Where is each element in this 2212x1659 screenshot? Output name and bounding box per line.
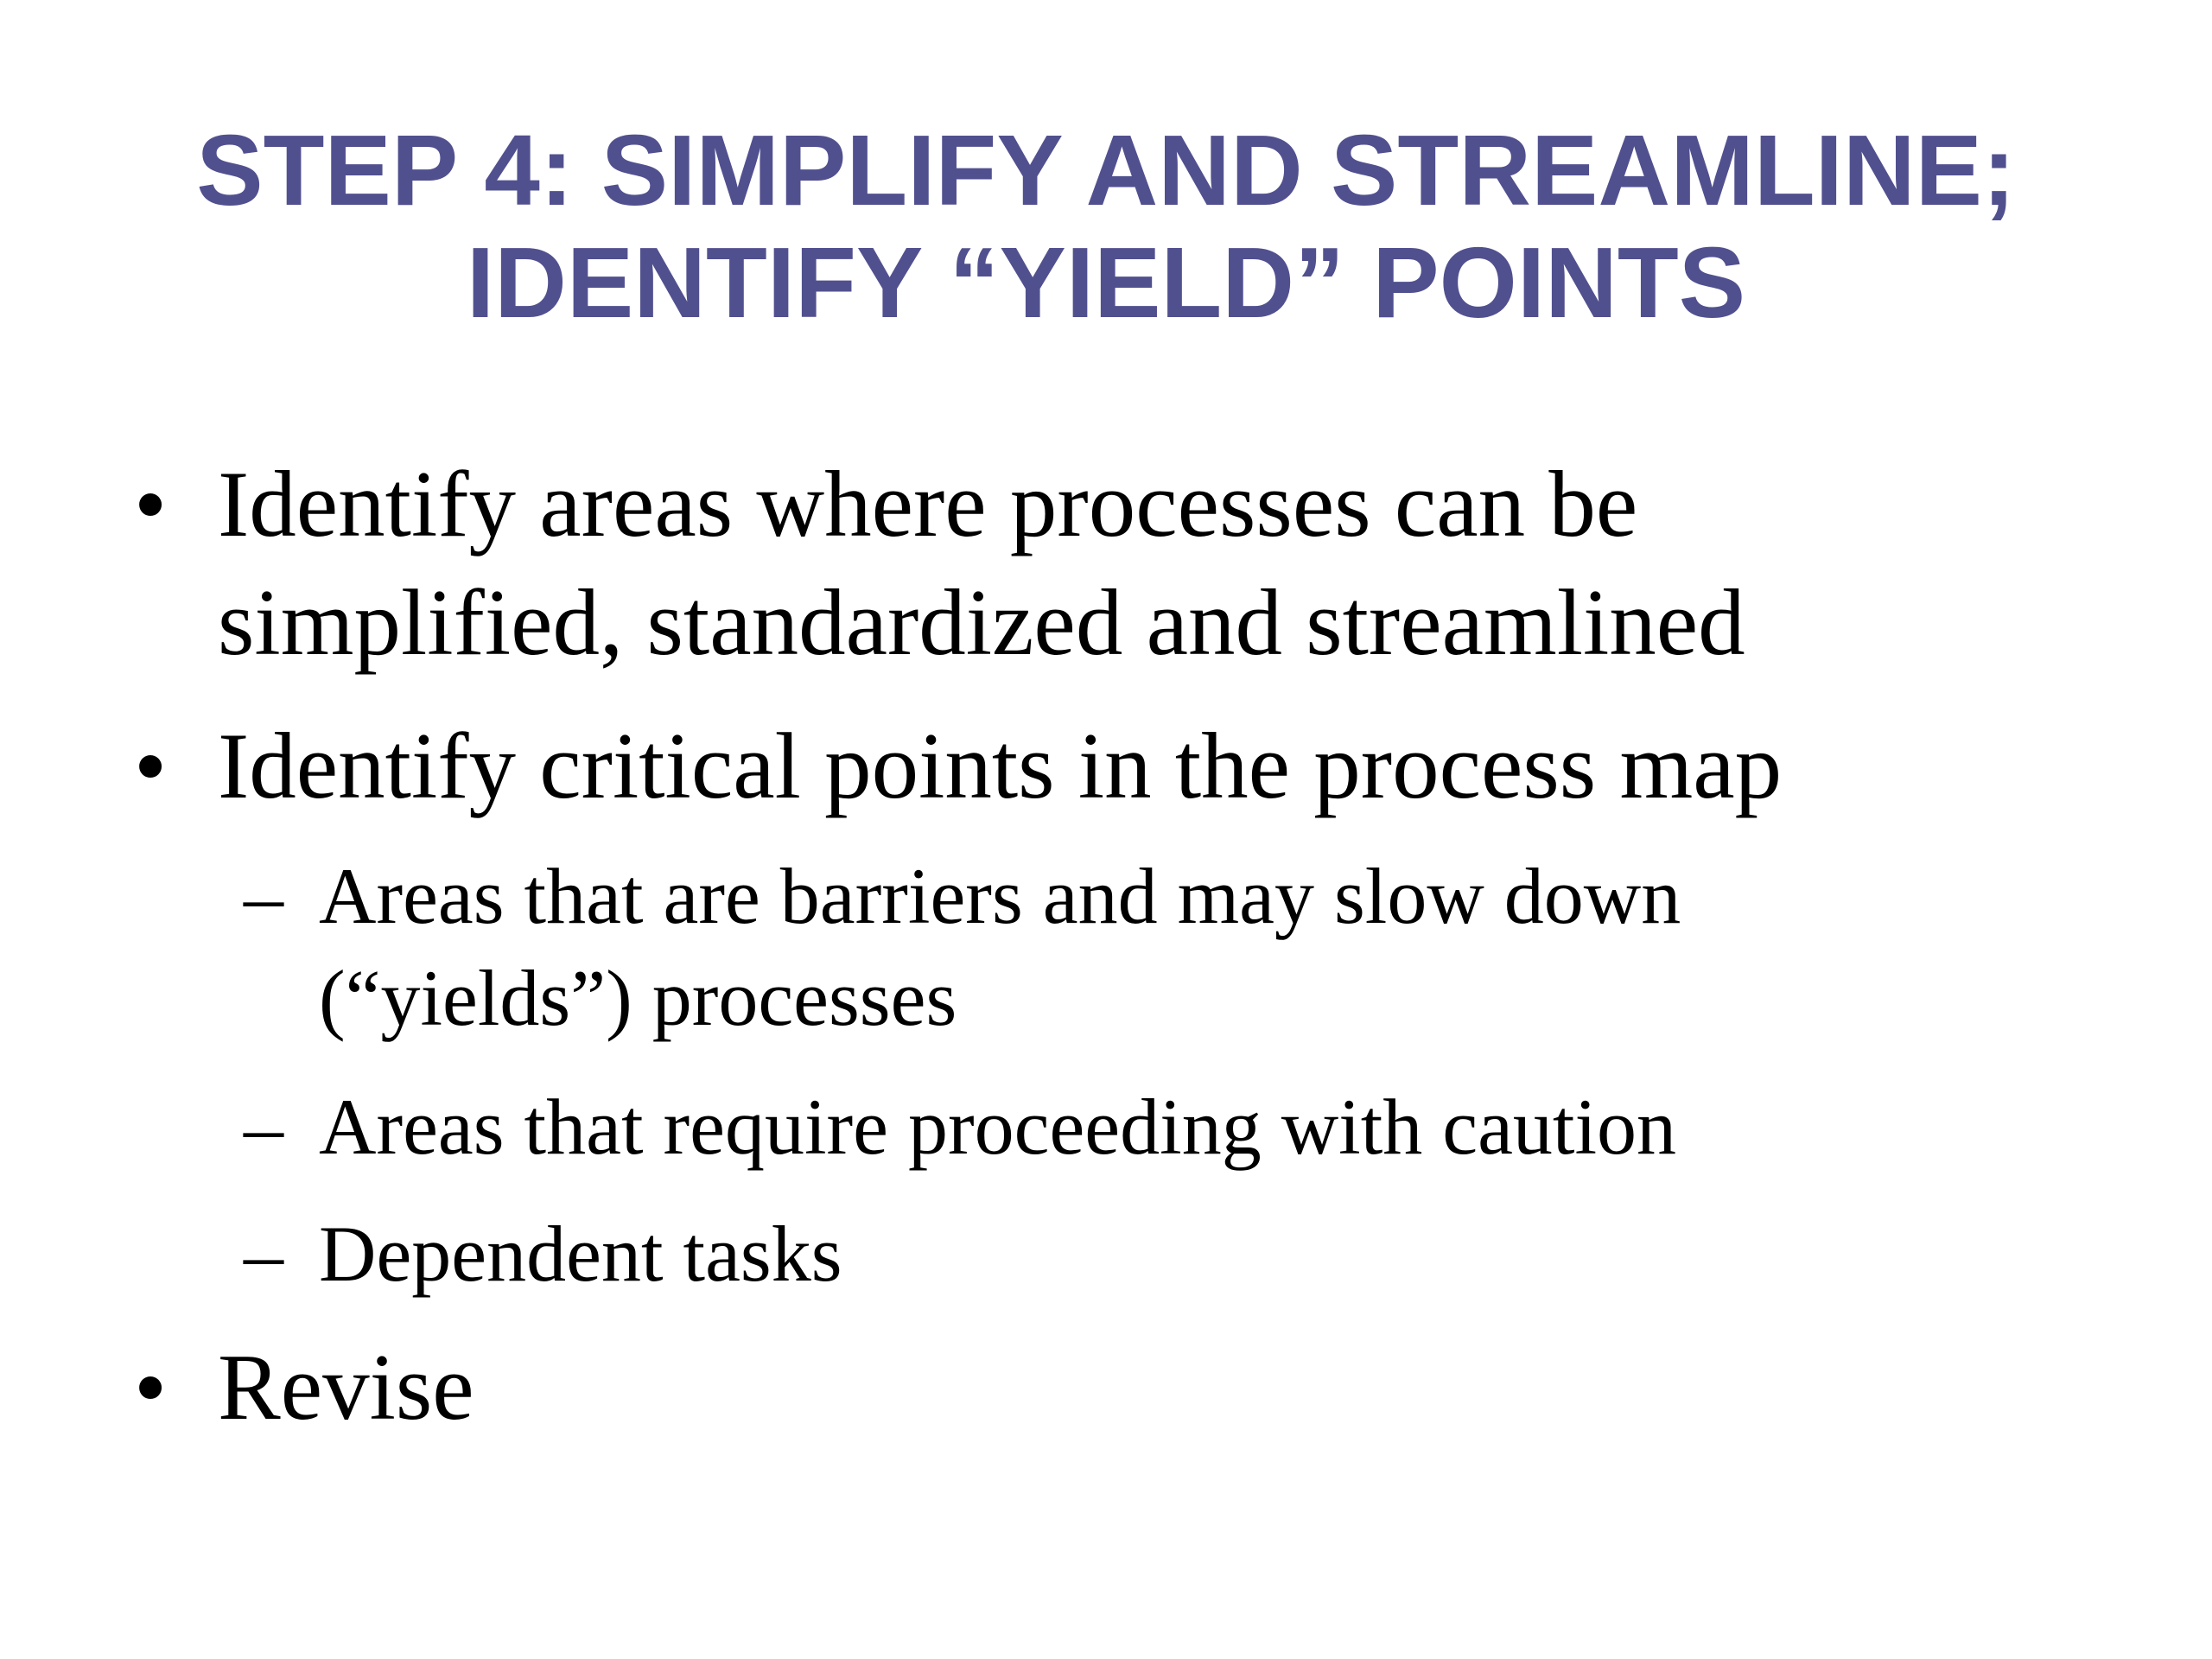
title-line-2: IDENTIFY “YIELD” POINTS xyxy=(466,226,1746,339)
bullet-marker: • xyxy=(134,714,168,818)
bullet-marker: • xyxy=(134,1335,168,1440)
bullet-item-3 xyxy=(134,1328,2121,1449)
bullet-item-1 xyxy=(134,445,2121,687)
bullet-text-line: Revise xyxy=(218,1335,474,1440)
bullet-text-line: Identify areas where processes can be xyxy=(218,452,1638,556)
bullet-item-2 xyxy=(134,707,2121,828)
sub-bullet-text-line: Areas that are barriers and may slow down xyxy=(319,852,1681,940)
sub-bullet-text xyxy=(319,1076,1676,1178)
bullet-text-line: Identify critical points in the process map xyxy=(218,714,1783,818)
sub-bullet-item-2 xyxy=(244,1076,2145,1179)
sub-bullet-marker: – xyxy=(244,1083,283,1171)
sub-bullet-text-line: Dependent tasks xyxy=(319,1210,842,1298)
bullet-text xyxy=(218,445,1745,682)
sub-bullet-text xyxy=(319,1203,842,1305)
sub-bullet-text-line: Areas that require proceeding with caution xyxy=(319,1083,1677,1171)
bullet-marker: • xyxy=(134,452,168,556)
sub-bullet-text-line: (“yields”) processes xyxy=(319,954,957,1042)
sub-bullet-item-1 xyxy=(244,845,2145,1052)
bullet-text-line: simplified, standardized and streamlined xyxy=(218,570,1745,675)
sub-bullet-marker: – xyxy=(244,1210,283,1298)
sub-bullet-marker: – xyxy=(244,852,283,940)
title-line-1: STEP 4: SIMPLIFY AND STREAMLINE; xyxy=(196,114,2016,226)
sub-bullet-text xyxy=(319,845,1681,1049)
bullet-text xyxy=(218,1328,474,1446)
sub-bullet-item-3 xyxy=(244,1203,2145,1306)
bullet-text xyxy=(218,707,1782,825)
